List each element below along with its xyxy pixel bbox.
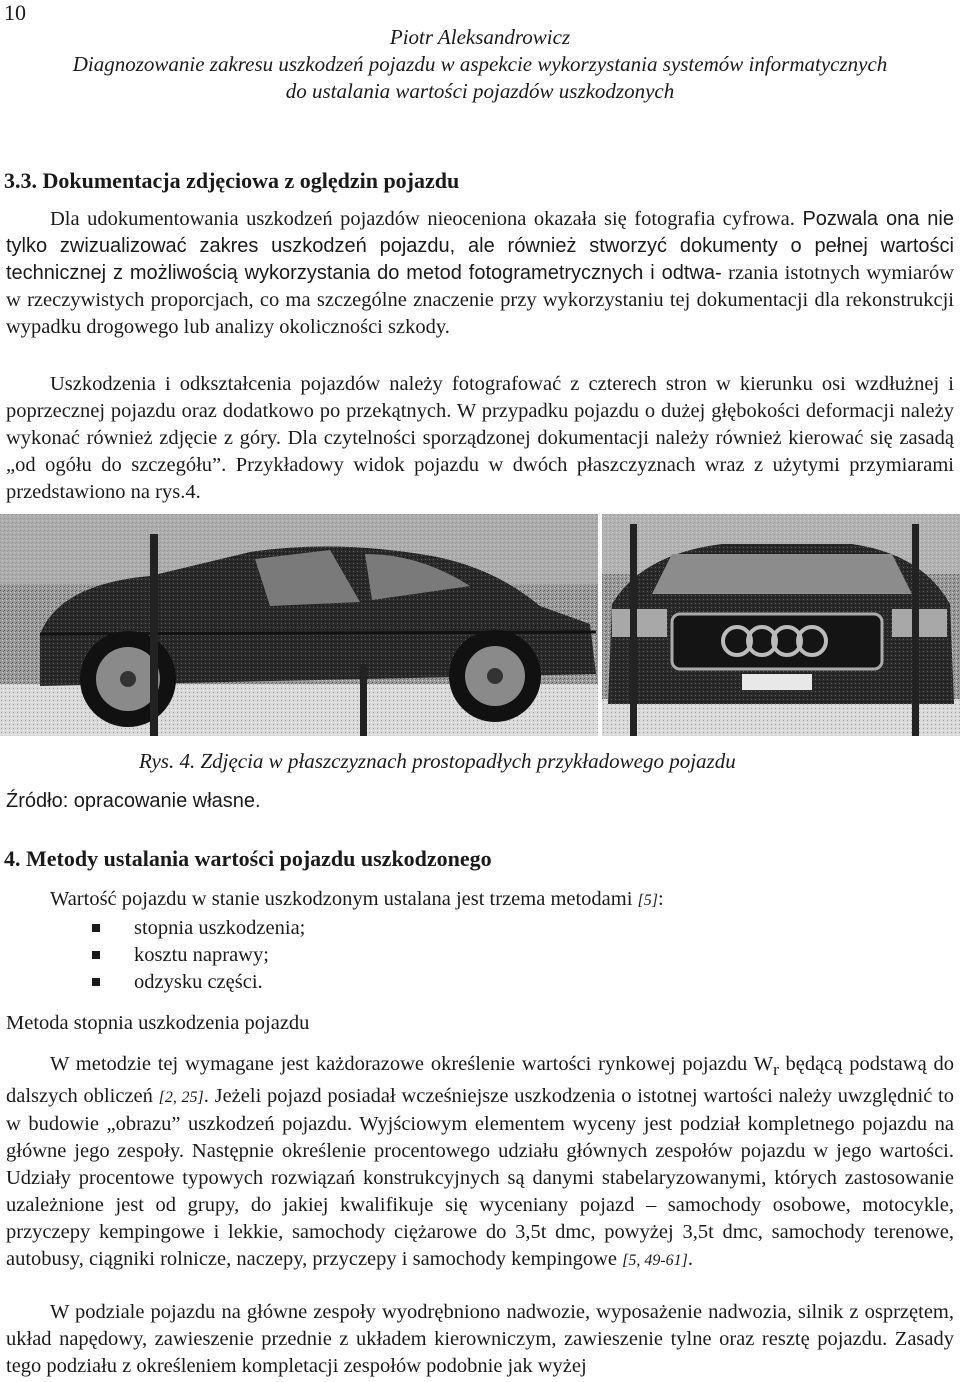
bullet-icon [92,978,100,986]
bullet-icon [92,924,100,932]
paragraph-damage-photos [6,371,954,506]
photo-side-view [0,514,598,736]
photo-front-view [602,514,960,736]
paragraph-photo-documentation [6,206,954,341]
subheading-damage-degree-method: Metoda stopnia uszkodzenia pojazdu [6,1012,310,1034]
para-text: W metodzie tej wymagane jest każdorazowe określenie wartości rynkowej pojazdu W [50,1053,774,1075]
paragraph-damage-degree-method [6,1051,954,1274]
methods-list [92,915,305,996]
para-text: Dla udokumentowania uszkodzeń pojazdów nieoceniona okazała się fotografia cyfrowa. [50,208,795,230]
para-text: W przypadku pojazdu o dużej głębokości deformacji należy wykonać również zdjęcie z góry. Dla czytelności sporządzonej dokumentacji należy również kierować się zasadą „od ogółu do szczegółu”. Przykładowy widok pojazdu w dwóch płaszczyznach wraz z użytymi przymiarami przedstawiono na rys.4. [6,400,955,503]
header-author: Piotr Aleksandrowicz [389,25,571,49]
figure-source: Źródło: opracowanie własne. [6,790,261,812]
figure-caption: Rys. 4. Zdjęcia w płaszczyznach prostopadłych przykładowego pojazdu [139,749,736,773]
car-front-illustration [602,514,960,736]
para-text: Pozwala ona nie tylko zwizualizować zakres uszkodzeń pojazdu, ale również stworzyć dokumenty o pełnej wartości technicznej z możliwością wykorzystania do metod fotogrametrycznych i odtwa- [6,208,954,284]
citation: [5, 49-61] [622,1252,688,1270]
list-item-text: kosztu naprawy; [134,944,269,966]
para-text: : [658,888,664,910]
para-text: Uszkodzenia i odkształcenia pojazdów należy fotografować z czterech stron w kierunku osi wzdłużnej i poprzecznej pojazdu oraz dodatkowo po przekątnych. [6,373,954,422]
para-text: . Jeżeli pojazd posiadał wcześniejsze uszkodzenia o istotnej wartości należy uwzględnić to w budowie „obrazu” uszkodzeń pojazdu. Wyjściowym elementem wyceny jest podział kompletnego pojazdu na główne jego zespoły. Następnie określenie procentowego udziału głównych zespołów pojazdu w jego wartości. Udziały procentowe typowych rozwiązań konstrukcyjnych są danymi stabelaryzowanymi, których zastosowanie uzależnione jest od grupy, do jakiej kwalifikuje się wyceniany pojazd – samochody osobowe, motocykle, przyczepy kempingowe i lekkie, samochody ciężarowe do 3,5t dmc, powyżej 3,5t dmc, samochody terenowe, autobusy, ciągniki rolnicze, naczepy, przyczepy i samochody kempingowe [6,1085,954,1271]
page-number: 10 [4,0,26,25]
bullet-icon [92,951,100,959]
list-item [92,915,305,942]
list-item-text: odzysku części. [134,971,263,993]
header-title-line1: Diagnozowanie zakresu uszkodzeń pojazdu w aspekcie wykorzystania systemów informatycznych [72,52,888,76]
para-text: . [687,1248,694,1271]
list-item [92,969,305,996]
header-title-line2: do ustalania wartości pojazdów uszkodzonych [285,79,675,103]
citation: [5] [637,892,658,909]
list-item-text: stopnia uszkodzenia; [134,917,306,939]
section-heading-3-3: 3.3. Dokumentacja zdjęciowa z oględzin pojazdu [4,168,460,193]
para-text: Wartość pojazdu w stanie uszkodzonym ustalana jest trzema metodami [50,888,633,910]
paragraph-methods-intro [50,886,664,914]
para-text: będącą podstawą do dalszych obliczeń [6,1053,954,1108]
subscript: r [773,1060,779,1080]
car-side-illustration [0,514,598,736]
running-header [0,24,960,105]
citation: [2, 25] [158,1089,204,1107]
figure-photos [0,514,960,736]
section-heading-4: 4. Metody ustalania wartości pojazdu uszkodzonego [4,846,492,871]
paragraph-main-assemblies: W podziale pojazdu na główne zespoły wyodrębniono nadwozie, wyposażenie nadwozia, silnik z osprzętem, układ napędowy, zawieszenie przednie z układem kierowniczym, zawieszenie tylne oraz resztę pojazdu. Zasady tego podziału z określeniem kompletacji zespołów podobnie jak wyżej [6,1301,954,1377]
list-item [92,942,305,969]
para-text: rzania istotnych wymiarów w rzeczywistych proporcjach, co ma szczególne znaczenie przy wykorzystaniu tej dokumentacji dla rekonstrukcji wypadku drogowego lub analizy okoliczności szkody. [6,262,955,338]
